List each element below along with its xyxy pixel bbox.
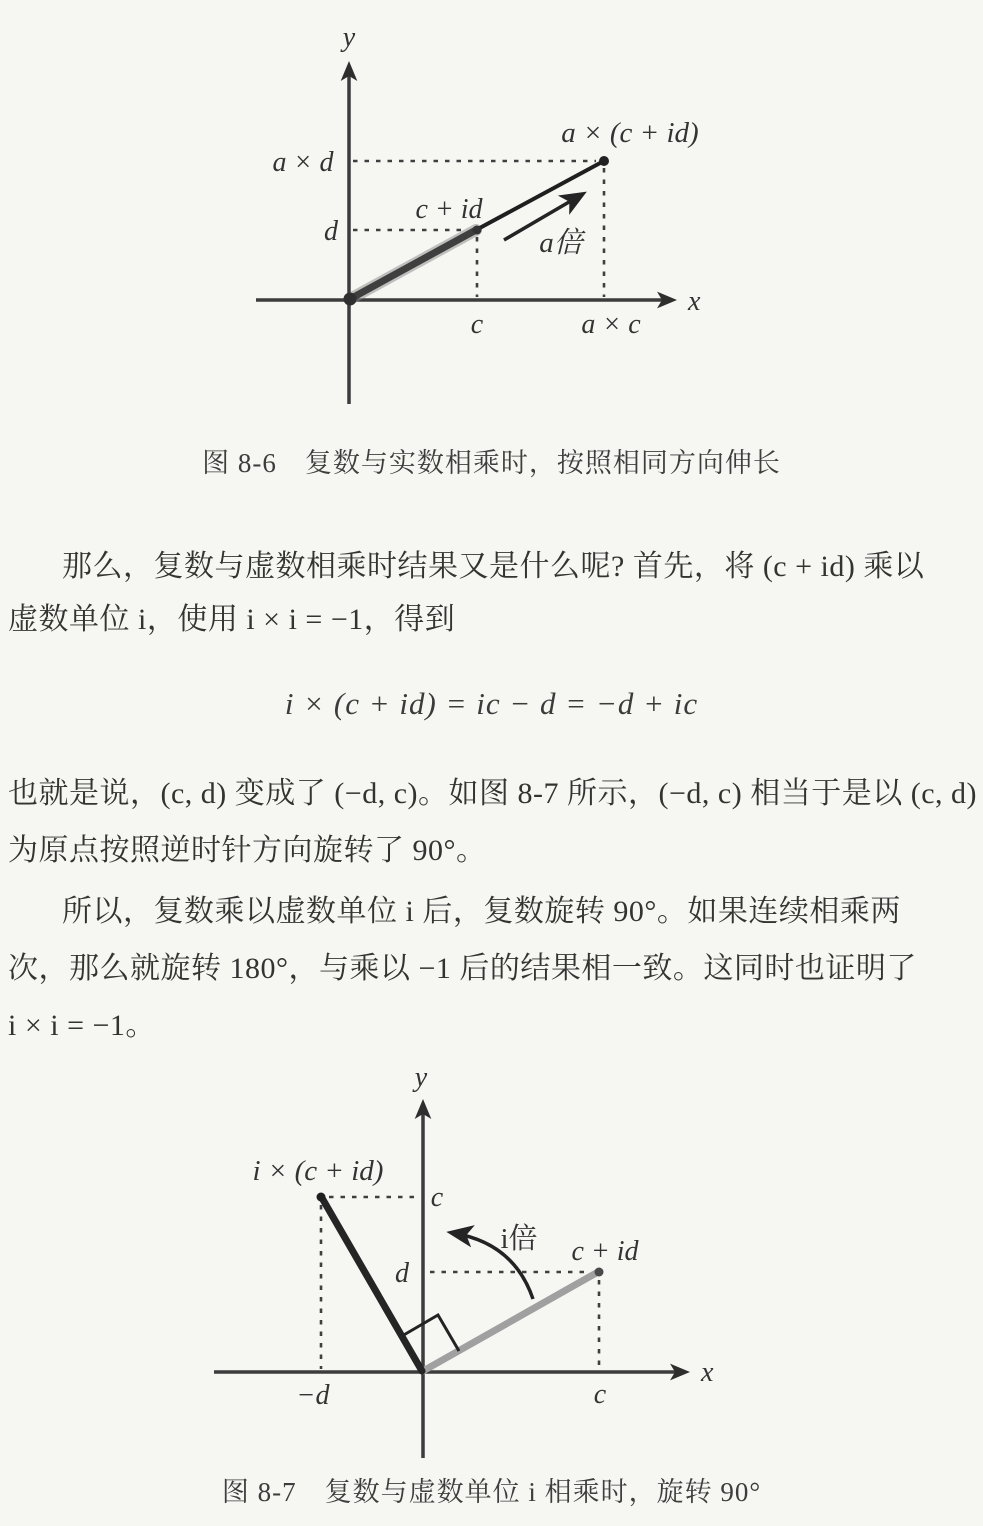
fig86-y-label: y	[342, 22, 356, 53]
fig86-segment-base	[350, 230, 476, 299]
paragraph1-line1: 那么，复数与虚数相乘时结果又是什么呢? 首先，将 (c + id) 乘以	[62, 550, 925, 583]
paragraph3-line3: i × i = −1。	[8, 1009, 156, 1042]
fig87-label-rotated: i × (c + id)	[252, 1155, 384, 1187]
fig87-y-label: y	[414, 1062, 428, 1093]
paragraph1-line2: 虚数单位 i，使用 i × i = −1，得到	[8, 603, 456, 636]
figure-8-7	[0, 1040, 983, 1480]
fig87-tick-d: d	[395, 1258, 409, 1289]
fig86-tick-a-d: a × d	[272, 147, 334, 178]
fig87-point-rotated	[317, 1193, 326, 1202]
fig87-tick-c-on-y: c	[430, 1182, 444, 1213]
figure-8-6-caption: 图 8-6 复数与实数相乘时，按照相同方向伸长	[202, 448, 781, 478]
fig86-tick-d: d	[324, 216, 338, 247]
fig86-scale-arrow-label: a倍	[539, 227, 583, 259]
fig86-x-label: x	[688, 286, 701, 317]
equation-i-times-c-id: i × (c + id) = ic − d = −d + ic	[284, 686, 699, 721]
fig87-tick-neg-d: −d	[296, 1380, 330, 1411]
fig87-label-c-id: c + id	[571, 1236, 639, 1267]
fig86-point-a-c-id	[599, 156, 609, 166]
fig87-x-label: x	[701, 1357, 714, 1388]
fig87-segment-base	[423, 1272, 598, 1371]
fig86-tick-a-c: a × c	[581, 309, 641, 340]
paragraph2-line2: 为原点按照逆时针方向旋转了 90°。	[8, 834, 487, 867]
fig86-label-c-id: c + id	[415, 194, 483, 225]
fig87-point-c-id	[595, 1268, 604, 1277]
fig86-label-a-c-id: a × (c + id)	[561, 117, 699, 149]
fig86-origin-dot	[344, 293, 357, 306]
paragraph3-line2: 次，那么就旋转 180°，与乘以 −1 后的结果相一致。这同时也证明了	[8, 952, 917, 985]
paragraph3-line1: 所以，复数乘以虚数单位 i 后，复数旋转 90°。如果连续相乘两	[62, 895, 901, 928]
fig86-point-c-id	[473, 226, 482, 235]
figure-8-7-caption: 图 8-7 复数与虚数单位 i 相乘时，旋转 90°	[221, 1477, 762, 1507]
fig86-tick-c: c	[470, 309, 484, 340]
fig87-rotation-arrow-label: i倍	[500, 1223, 538, 1255]
paragraph2-line1: 也就是说，(c, d) 变成了 (−d, c)。如图 8-7 所示，(−d, c) 相当于是以 (c, d)	[8, 777, 978, 810]
fig87-tick-c-on-x: c	[593, 1379, 607, 1410]
